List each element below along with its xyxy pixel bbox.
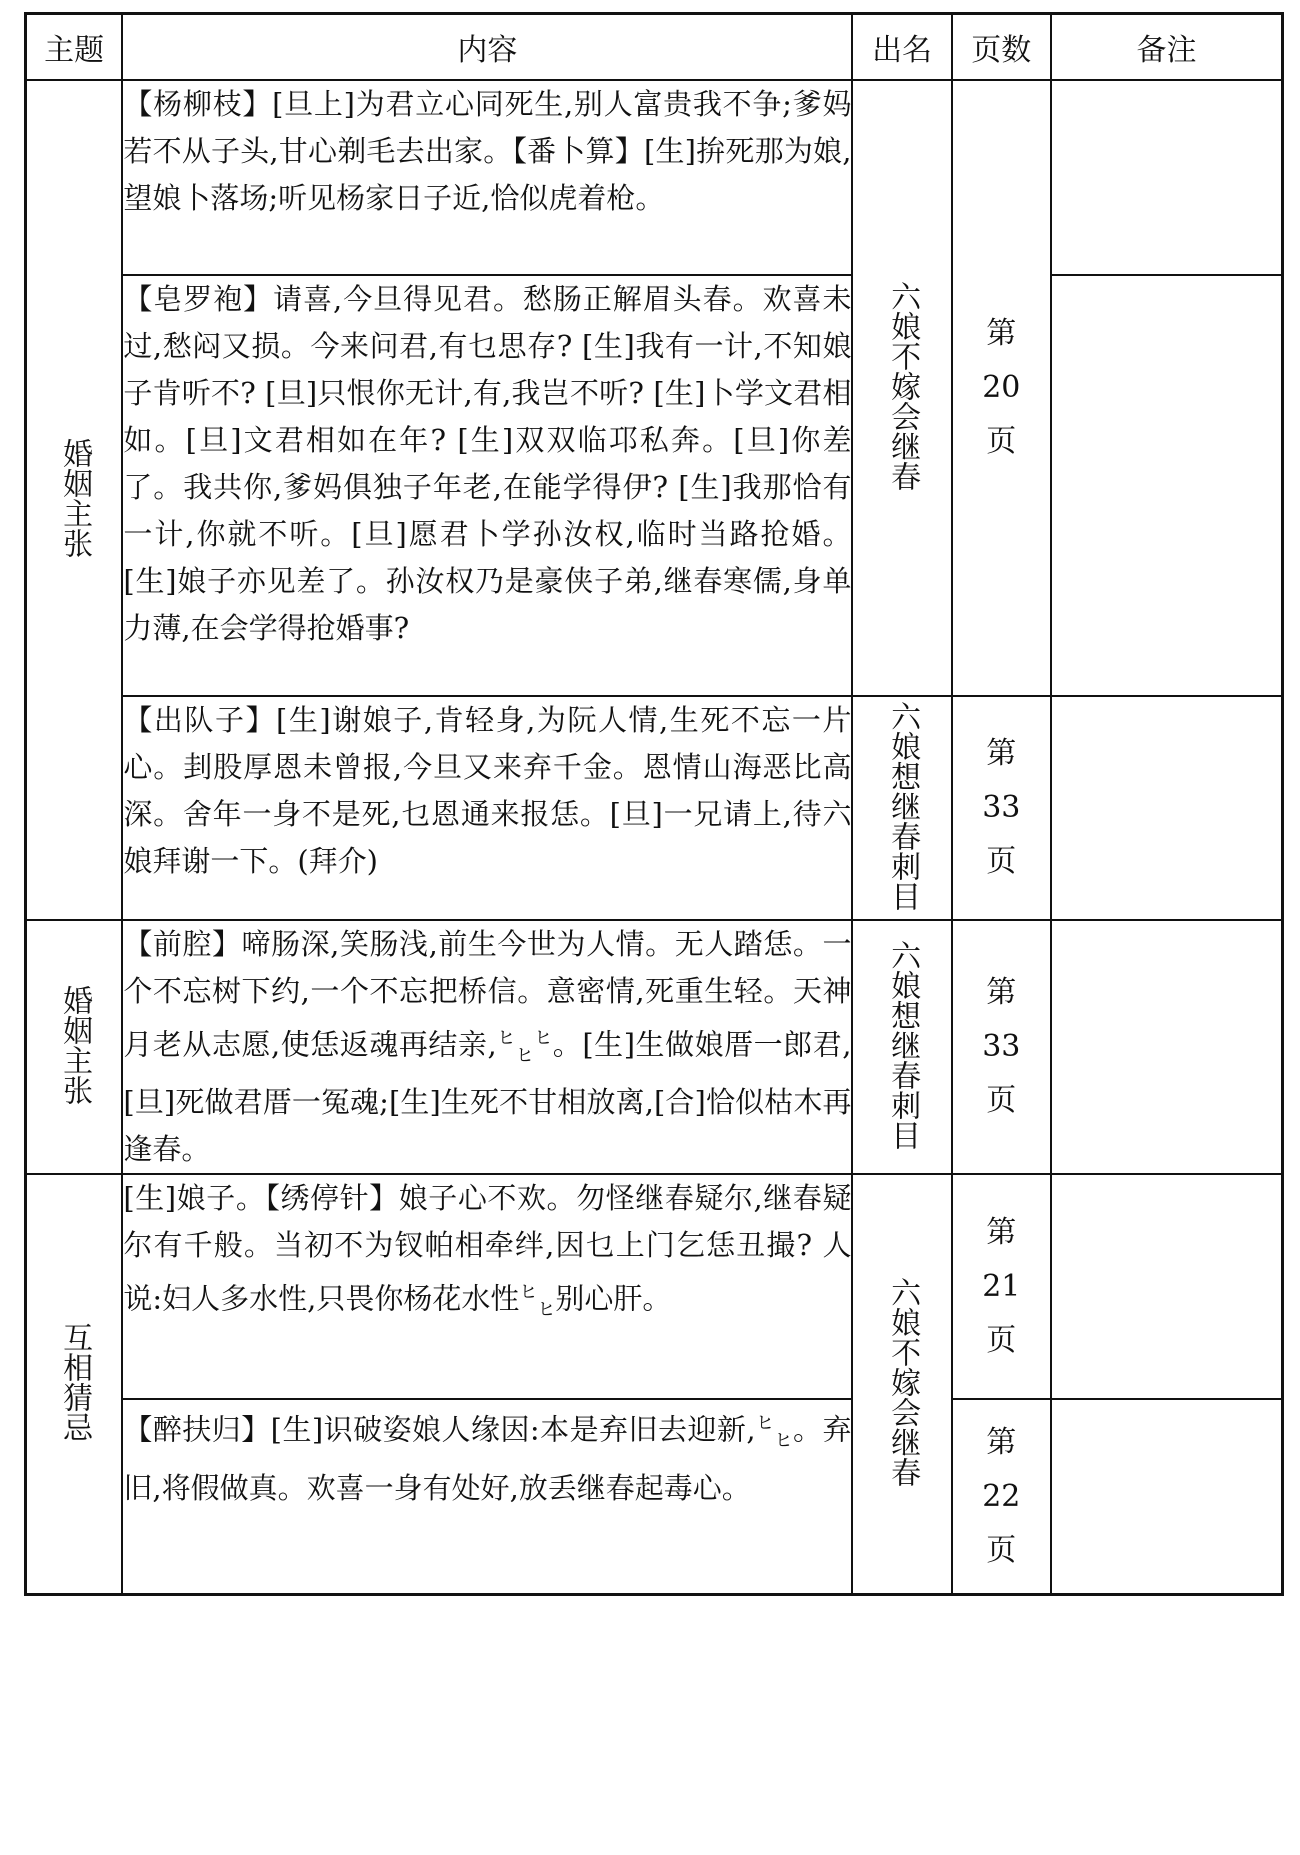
content-part: 【醉扶归】[生]识破姿娘人缘因:本是弃旧去迎新, bbox=[123, 1413, 756, 1448]
page-cell bbox=[952, 696, 1051, 920]
table-row bbox=[26, 696, 1283, 920]
page-cell bbox=[952, 920, 1051, 1174]
topic-cell bbox=[26, 1174, 123, 1594]
source-text: 六娘不嫁会继春 bbox=[885, 281, 921, 491]
source-cell bbox=[852, 696, 951, 920]
content-table bbox=[24, 12, 1284, 1596]
topic-cell bbox=[26, 920, 123, 1174]
note-cell bbox=[1051, 1399, 1283, 1594]
source-cell bbox=[852, 920, 951, 1174]
page-prefix: 第 bbox=[986, 975, 1017, 1011]
source-text: 六娘不嫁会继春 bbox=[885, 1277, 921, 1488]
note-cell bbox=[1051, 696, 1283, 920]
page-number: 21 bbox=[982, 1268, 1021, 1304]
page-number: 20 bbox=[982, 370, 1021, 405]
repeat-mark: ヒ bbox=[534, 1028, 553, 1049]
page-cell bbox=[952, 80, 1051, 696]
source-text: 六娘想继春刺目 bbox=[885, 701, 921, 911]
table-row bbox=[26, 1399, 1283, 1594]
page-prefix: 第 bbox=[986, 316, 1017, 351]
page-cell bbox=[952, 1399, 1051, 1594]
table-row bbox=[26, 80, 1283, 275]
repeat-mark: ヒ bbox=[519, 1282, 538, 1304]
topic-text: 互相猜忌 bbox=[57, 1322, 93, 1443]
topic-text: 婚姻主张 bbox=[57, 438, 93, 558]
note-cell bbox=[1051, 920, 1283, 1174]
content-part: 【前腔】啼肠深,笑肠浅,前生今世为人情。无人踏恁。一个不忘树下约,一个不忘把桥信。意密情,死重生轻。天神月老从志愿,使恁返魂再结亲, bbox=[123, 927, 852, 1062]
repeat-mark: ヒ bbox=[496, 1028, 516, 1049]
page-number: 33 bbox=[982, 790, 1021, 825]
header-row bbox=[26, 14, 1283, 81]
repeat-mark: ヒ bbox=[755, 1413, 775, 1435]
content-cell: 【皂罗袍】请喜,今旦得见君。愁肠正解眉头春。欢喜未过,愁闷又损。今来问君,有乜思存? [生]我有一计,不知娘子肯听不? [旦]只恨你无计,有,我岂不听? [生]卜学文君相如。[旦]文君相如在年? [生]双双临邛私奔。[旦]你差了。我共你,爹妈俱独子年老,在能学得伊? [生]我那恰有一计,你就不听。[旦]愿君卜学孙汝权,临时当路抢婚。[生]娘子亦见差了。孙汝权乃是豪侠子弟,继春寒儒,身单力薄,在会学得抢婚事? bbox=[122, 275, 852, 696]
header-page: 页数 bbox=[952, 14, 1051, 81]
repeat-mark: ヒ bbox=[515, 1045, 535, 1067]
topic-cell bbox=[26, 80, 123, 920]
content-part: 。[生]生做娘厝一郎君,[旦]死做君厝一冤魂;[生]生死不甘相放离,[合]恰似枯木再逢春。 bbox=[123, 1027, 852, 1167]
page-suffix: 页 bbox=[986, 1083, 1017, 1119]
repeat-mark: ヒ bbox=[774, 1430, 793, 1452]
content-cell: 【杨柳枝】[旦上]为君立心同死生,别人富贵我不争;爹妈若不从子头,甘心剃毛去出家。【番卜算】[生]拚死那为娘,望娘卜落场;听见杨家日子近,恰似虎着枪。 bbox=[122, 80, 852, 275]
table-row bbox=[26, 275, 1283, 696]
note-cell bbox=[1051, 80, 1283, 275]
page-suffix: 页 bbox=[986, 1532, 1017, 1568]
content-cell bbox=[122, 920, 852, 1174]
table-row bbox=[26, 920, 1283, 1174]
header-source: 出名 bbox=[852, 14, 951, 81]
content-part: [生]娘子。【绣停针】娘子心不欢。勿怪继春疑尔,继春疑尔有千般。当初不为钗帕相牵绊,因乜上门乞恁丑撮? 人说:妇人多水性,只畏你杨花水性 bbox=[123, 1181, 852, 1317]
page-prefix: 第 bbox=[986, 1424, 1017, 1460]
content-part: 别心肝。 bbox=[555, 1282, 672, 1317]
content-cell bbox=[122, 1399, 852, 1594]
repeat-mark: ヒ bbox=[537, 1299, 556, 1321]
page-suffix: 页 bbox=[986, 1322, 1017, 1358]
content-cell: 【出队子】[生]谢娘子,肯轻身,为阮人情,生死不忘一片心。刲股厚恩未曾报,今旦又来弃千金。恩情山海恶比高深。舍年一身不是死,乜恩通来报恁。[旦]一兄请上,待六娘拜谢一下。(拜介) bbox=[122, 696, 852, 920]
content-cell bbox=[122, 1174, 852, 1399]
header-topic: 主题 bbox=[26, 14, 123, 81]
source-text: 六娘想继春刺目 bbox=[885, 940, 921, 1151]
page-number: 22 bbox=[982, 1478, 1021, 1514]
source-cell bbox=[852, 80, 951, 696]
topic-text: 婚姻主张 bbox=[57, 985, 93, 1106]
note-cell bbox=[1051, 275, 1283, 696]
header-note: 备注 bbox=[1051, 14, 1283, 81]
note-cell bbox=[1051, 1174, 1283, 1399]
table-row bbox=[26, 1174, 1283, 1399]
page-cell bbox=[952, 1174, 1051, 1399]
page-suffix: 页 bbox=[986, 844, 1017, 879]
source-cell bbox=[852, 1174, 951, 1594]
page-prefix: 第 bbox=[986, 1214, 1017, 1250]
page-number: 33 bbox=[982, 1029, 1021, 1065]
content-part: 。弃旧,将假做真。欢喜一身有处好,放丢继春起毒心。 bbox=[123, 1413, 852, 1505]
page-suffix: 页 bbox=[986, 424, 1017, 459]
page-prefix: 第 bbox=[986, 736, 1017, 771]
header-content: 内容 bbox=[122, 14, 852, 81]
